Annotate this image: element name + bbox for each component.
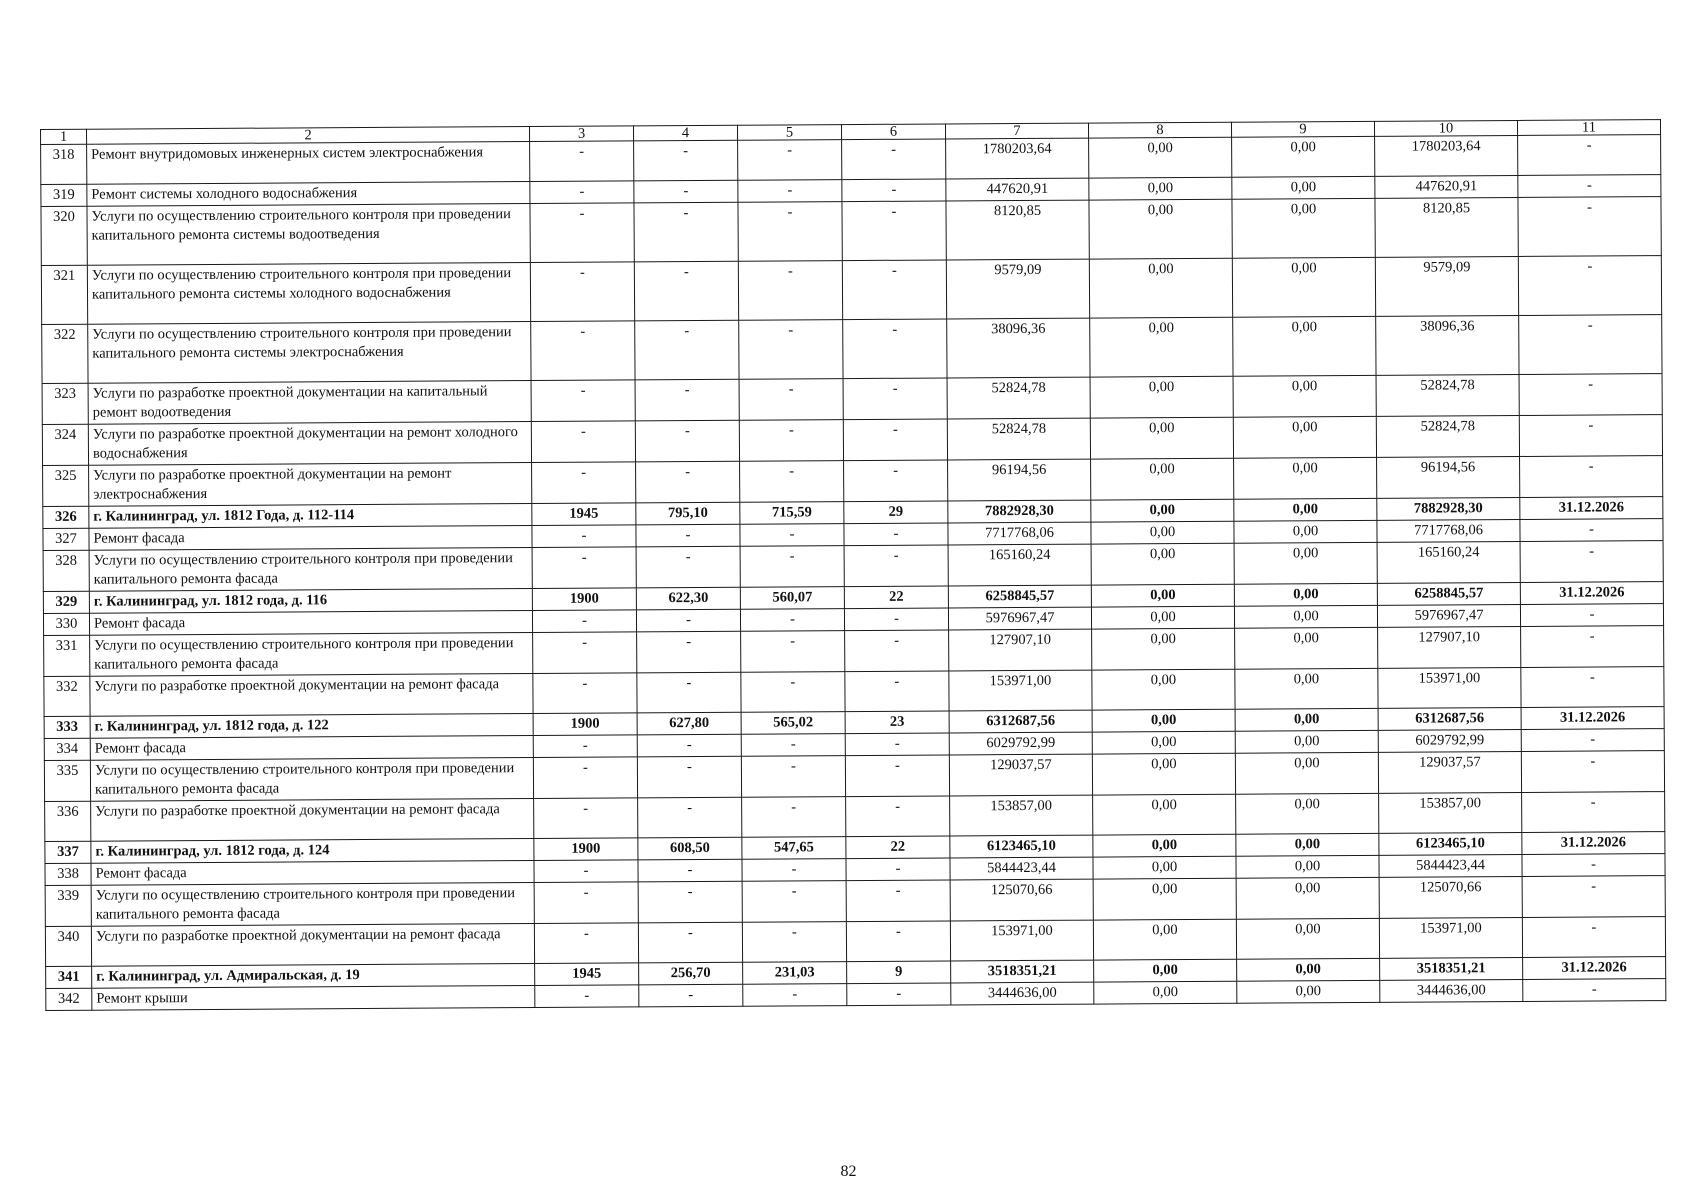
owner-cost: 5976967,47 xyxy=(1377,604,1520,627)
budget-cost: 0,00 xyxy=(1236,918,1379,959)
living-area: 715,59 xyxy=(740,502,844,525)
row-name: Услуги по осуществлению строительного контроля при проведении капитального ремонта фасада xyxy=(90,757,533,801)
fund-cost: 0,00 xyxy=(1091,543,1234,585)
budget-cost: 0,00 xyxy=(1234,498,1377,521)
row-number: 319 xyxy=(41,184,87,206)
fund-cost: 0,00 xyxy=(1091,499,1234,522)
row-name: Ремонт внутридомовых инженерных систем электроснабжения xyxy=(87,142,530,185)
year-built: - xyxy=(534,882,638,924)
work-row xyxy=(42,315,1662,384)
living-area: - xyxy=(743,984,847,1007)
residents: - xyxy=(843,319,947,379)
residents: - xyxy=(843,378,947,420)
living-area: - xyxy=(742,922,846,963)
total-cost: 6258845,57 xyxy=(948,585,1091,608)
year-built: - xyxy=(535,985,639,1008)
residents: 29 xyxy=(844,501,948,524)
residents: - xyxy=(846,858,950,881)
fund-cost: 0,00 xyxy=(1090,376,1233,418)
row-number: 330 xyxy=(43,613,89,635)
fund-cost: 0,00 xyxy=(1090,417,1233,459)
residents: - xyxy=(847,983,951,1006)
total-cost: 153971,00 xyxy=(949,670,1092,711)
fund-cost: 0,00 xyxy=(1094,981,1237,1004)
total-area: - xyxy=(637,672,741,713)
fund-cost: 0,00 xyxy=(1090,317,1233,377)
row-number: 335 xyxy=(44,760,90,801)
column-number: 5 xyxy=(737,125,841,141)
column-number: 9 xyxy=(1231,121,1374,137)
total-area: 622,30 xyxy=(636,587,740,610)
row-name: Услуги по осуществлению строительного контроля при проведении капитального ремонта системы электроснабжения xyxy=(88,322,531,384)
total-cost: 127907,10 xyxy=(949,629,1092,671)
owner-cost: 3444636,00 xyxy=(1380,979,1523,1002)
budget-cost: 0,00 xyxy=(1234,583,1377,606)
year-built: - xyxy=(534,798,638,839)
row-name: Услуги по разработке проектной документации на ремонт холодного водоснабжения xyxy=(88,422,531,466)
total-area: - xyxy=(639,984,743,1007)
completion-date: - xyxy=(1520,604,1663,627)
year-built: - xyxy=(533,757,637,799)
owner-cost: 165160,24 xyxy=(1377,541,1520,583)
row-number: 318 xyxy=(41,144,87,184)
living-area: 565,02 xyxy=(741,712,845,735)
work-row xyxy=(41,256,1661,325)
completion-date: 31.12.2026 xyxy=(1523,957,1666,980)
residents: - xyxy=(843,419,947,461)
repair-register-table xyxy=(40,119,1666,1011)
owner-cost: 3518351,21 xyxy=(1380,957,1523,980)
total-cost: 52824,78 xyxy=(947,418,1090,460)
residents: - xyxy=(845,630,949,672)
completion-date: - xyxy=(1521,667,1664,708)
total-area: - xyxy=(634,261,738,321)
row-name: г. Калининград, ул. 1812 года, д. 116 xyxy=(89,589,532,614)
row-number: 341 xyxy=(46,966,92,988)
budget-cost: 0,00 xyxy=(1236,793,1379,834)
budget-cost: 0,00 xyxy=(1237,958,1380,981)
total-area: - xyxy=(636,609,740,632)
budget-cost: 0,00 xyxy=(1235,730,1378,753)
fund-cost: 0,00 xyxy=(1092,709,1235,732)
residents: - xyxy=(842,260,946,320)
row-number: 323 xyxy=(42,383,88,424)
fund-cost: 0,00 xyxy=(1093,856,1236,879)
total-cost: 6123465,10 xyxy=(950,835,1093,858)
living-area: - xyxy=(740,524,844,547)
residents: 22 xyxy=(846,836,950,859)
row-number: 333 xyxy=(44,716,90,738)
budget-cost: 0,00 xyxy=(1236,877,1379,919)
year-built: 1945 xyxy=(535,963,639,986)
year-built: - xyxy=(533,735,637,758)
total-cost: 7882928,30 xyxy=(948,500,1091,523)
column-number: 4 xyxy=(633,125,737,141)
row-number: 340 xyxy=(45,926,91,966)
living-area: - xyxy=(738,180,842,203)
year-built: 1945 xyxy=(532,503,636,526)
completion-date: - xyxy=(1522,917,1665,958)
owner-cost: 153971,00 xyxy=(1379,917,1522,958)
row-number: 321 xyxy=(41,265,87,324)
total-area: - xyxy=(636,524,740,547)
column-number: 3 xyxy=(529,126,633,142)
row-name: Ремонт системы холодного водоснабжения xyxy=(87,182,530,207)
row-number: 332 xyxy=(44,676,90,716)
total-area: - xyxy=(635,420,739,462)
owner-cost: 6123465,10 xyxy=(1379,832,1522,855)
column-number: 1 xyxy=(41,129,87,144)
budget-cost: 0,00 xyxy=(1232,136,1375,177)
owner-cost: 52824,78 xyxy=(1376,374,1519,416)
owner-cost: 5844423,44 xyxy=(1379,854,1522,877)
living-area: - xyxy=(740,609,844,632)
total-cost: 125070,66 xyxy=(950,879,1093,921)
total-area: 256,70 xyxy=(639,962,743,985)
year-built: - xyxy=(530,203,634,263)
fund-cost: 0,00 xyxy=(1089,177,1232,200)
row-name: Услуги по осуществлению строительного контроля при проведении капитального ремонта фасада xyxy=(91,882,534,926)
total-area: - xyxy=(635,379,739,421)
total-area: - xyxy=(636,546,740,588)
living-area: - xyxy=(742,881,846,923)
living-area: - xyxy=(738,140,842,181)
owner-cost: 6312687,56 xyxy=(1378,707,1521,730)
residents: - xyxy=(842,201,946,261)
row-name: Услуги по осуществлению строительного контроля при проведении капитального ремонта фасада xyxy=(89,548,532,592)
owner-cost: 125070,66 xyxy=(1379,876,1522,918)
row-number: 326 xyxy=(43,506,89,528)
budget-cost: 0,00 xyxy=(1237,980,1380,1003)
living-area: - xyxy=(739,320,843,380)
living-area: 231,03 xyxy=(743,962,847,985)
total-area: - xyxy=(637,756,741,798)
row-number: 336 xyxy=(45,801,91,841)
year-built: - xyxy=(530,181,634,204)
fund-cost: 0,00 xyxy=(1091,584,1234,607)
row-number: 342 xyxy=(46,988,92,1010)
owner-cost: 153971,00 xyxy=(1378,667,1521,708)
owner-cost: 7717768,06 xyxy=(1377,519,1520,542)
total-cost: 447620,91 xyxy=(946,178,1089,201)
living-area: - xyxy=(739,379,843,421)
row-number: 327 xyxy=(43,528,89,550)
year-built: - xyxy=(532,547,636,589)
completion-date: - xyxy=(1518,135,1661,176)
total-area: - xyxy=(637,631,741,673)
total-cost: 153971,00 xyxy=(950,920,1093,961)
row-number: 325 xyxy=(43,465,89,506)
living-area: - xyxy=(739,420,843,462)
year-built: - xyxy=(532,525,636,548)
total-area: - xyxy=(635,320,739,380)
owner-cost: 129037,57 xyxy=(1378,751,1521,793)
row-name: Услуги по разработке проектной документации на ремонт фасада xyxy=(91,923,534,966)
residents: 23 xyxy=(845,711,949,734)
residents: - xyxy=(846,796,950,837)
fund-cost: 0,00 xyxy=(1091,521,1234,544)
owner-cost: 6029792,99 xyxy=(1378,729,1521,752)
completion-date: - xyxy=(1520,456,1663,498)
living-area: - xyxy=(741,756,845,798)
year-built: - xyxy=(533,632,637,674)
living-area: - xyxy=(741,672,845,713)
fund-cost: 0,00 xyxy=(1092,669,1235,710)
year-built: - xyxy=(532,462,636,504)
row-number: 328 xyxy=(43,550,89,591)
fund-cost: 0,00 xyxy=(1089,199,1232,259)
budget-cost: 0,00 xyxy=(1234,457,1377,499)
total-area: 627,80 xyxy=(637,712,741,735)
total-cost: 9579,09 xyxy=(946,259,1089,319)
row-name: г. Калининград, ул. 1812 года, д. 124 xyxy=(91,838,534,863)
living-area: - xyxy=(740,546,844,588)
living-area: - xyxy=(741,631,845,673)
row-number: 331 xyxy=(44,635,90,676)
total-cost: 7717768,06 xyxy=(948,522,1091,545)
budget-cost: 0,00 xyxy=(1235,752,1378,794)
budget-cost: 0,00 xyxy=(1232,176,1375,199)
fund-cost: 0,00 xyxy=(1089,137,1232,178)
residents: - xyxy=(844,608,948,631)
residents: - xyxy=(845,671,949,712)
column-number: 11 xyxy=(1517,120,1660,136)
completion-date: - xyxy=(1521,626,1664,668)
total-area: - xyxy=(634,180,738,203)
fund-cost: 0,00 xyxy=(1092,753,1235,795)
column-number: 6 xyxy=(841,124,945,140)
year-built: - xyxy=(533,673,637,714)
total-cost: 3444636,00 xyxy=(951,982,1094,1005)
completion-date: - xyxy=(1520,541,1663,583)
year-built: - xyxy=(534,860,638,883)
residents: 22 xyxy=(844,586,948,609)
residents: - xyxy=(845,733,949,756)
column-number: 10 xyxy=(1374,120,1517,136)
budget-cost: 0,00 xyxy=(1235,708,1378,731)
total-cost: 5844423,44 xyxy=(950,857,1093,880)
budget-cost: 0,00 xyxy=(1233,416,1376,458)
total-area: - xyxy=(636,461,740,503)
budget-cost: 0,00 xyxy=(1232,257,1375,317)
row-name: Услуги по разработке проектной документации на ремонт фасада xyxy=(91,798,534,841)
living-area: - xyxy=(738,202,842,262)
budget-cost: 0,00 xyxy=(1234,520,1377,543)
living-area: 560,07 xyxy=(740,587,844,610)
total-cost: 165160,24 xyxy=(948,544,1091,586)
budget-cost: 0,00 xyxy=(1234,605,1377,628)
completion-date: 31.12.2026 xyxy=(1521,707,1664,730)
budget-cost: 0,00 xyxy=(1236,855,1379,878)
year-built: - xyxy=(532,610,636,633)
row-name: Услуги по осуществлению строительного контроля при проведении капитального ремонта системы водоотведения xyxy=(87,204,530,266)
fund-cost: 0,00 xyxy=(1092,628,1235,670)
total-cost: 5976967,47 xyxy=(948,607,1091,630)
living-area: 547,65 xyxy=(742,837,846,860)
budget-cost: 0,00 xyxy=(1232,198,1375,258)
row-name: Услуги по осуществлению строительного контроля при проведении капитального ремонта фасада xyxy=(90,633,533,677)
total-cost: 3518351,21 xyxy=(951,960,1094,983)
total-cost: 6029792,99 xyxy=(949,732,1092,755)
column-number: 8 xyxy=(1088,122,1231,138)
budget-cost: 0,00 xyxy=(1235,627,1378,669)
residents: - xyxy=(842,179,946,202)
total-cost: 6312687,56 xyxy=(949,710,1092,733)
residents: - xyxy=(845,755,949,797)
total-cost: 8120,85 xyxy=(946,200,1089,260)
owner-cost: 6258845,57 xyxy=(1377,582,1520,605)
row-name: г. Калининград, ул. 1812 года, д. 122 xyxy=(90,713,533,738)
year-built: 1900 xyxy=(533,713,637,736)
completion-date: - xyxy=(1518,197,1661,257)
completion-date: - xyxy=(1519,415,1662,457)
row-number: 329 xyxy=(43,591,89,613)
budget-cost: 0,00 xyxy=(1233,375,1376,417)
residents: - xyxy=(846,880,950,922)
residents: 9 xyxy=(847,961,951,984)
total-area: - xyxy=(638,922,742,963)
budget-cost: 0,00 xyxy=(1234,542,1377,584)
register-sheet xyxy=(40,119,1665,1011)
owner-cost: 7882928,30 xyxy=(1377,497,1520,520)
total-cost: 153857,00 xyxy=(950,795,1093,836)
completion-date: - xyxy=(1518,175,1661,198)
total-area: 608,50 xyxy=(638,837,742,860)
row-name: г. Калининград, ул. 1812 Года, д. 112-114 xyxy=(89,504,532,529)
fund-cost: 0,00 xyxy=(1093,794,1236,835)
row-name: г. Калининград, ул. Адмиральская, д. 19 xyxy=(92,963,535,988)
completion-date: - xyxy=(1518,256,1661,316)
budget-cost: 0,00 xyxy=(1233,316,1376,376)
living-area: - xyxy=(742,797,846,838)
total-area: - xyxy=(638,797,742,838)
completion-date: - xyxy=(1521,751,1664,793)
row-name: Ремонт фасада xyxy=(89,611,532,636)
row-name: Ремонт фасада xyxy=(89,526,532,551)
row-number: 322 xyxy=(42,324,88,383)
fund-cost: 0,00 xyxy=(1089,258,1232,318)
fund-cost: 0,00 xyxy=(1094,959,1237,982)
owner-cost: 9579,09 xyxy=(1375,256,1518,316)
row-name: Услуги по разработке проектной документации на ремонт фасада xyxy=(90,673,533,716)
row-name: Услуги по разработке проектной документации на капитальный ремонт водоотведения xyxy=(88,381,531,425)
completion-date: - xyxy=(1523,979,1666,1002)
fund-cost: 0,00 xyxy=(1093,919,1236,960)
completion-date: - xyxy=(1522,792,1665,833)
total-cost: 1780203,64 xyxy=(946,138,1089,179)
residents: - xyxy=(842,139,946,180)
total-area: - xyxy=(638,881,742,923)
living-area: - xyxy=(738,261,842,321)
fund-cost: 0,00 xyxy=(1091,458,1234,500)
year-built: - xyxy=(530,262,634,322)
row-number: 338 xyxy=(45,863,91,885)
register-body xyxy=(41,135,1666,1011)
row-number: 337 xyxy=(45,841,91,863)
residents: - xyxy=(846,921,950,962)
row-name: Ремонт фасада xyxy=(91,860,534,885)
owner-cost: 127907,10 xyxy=(1378,626,1521,668)
row-number: 339 xyxy=(45,885,91,926)
residents: - xyxy=(844,545,948,587)
owner-cost: 38096,36 xyxy=(1376,315,1519,375)
completion-date: - xyxy=(1520,519,1663,542)
completion-date: - xyxy=(1519,315,1662,375)
completion-date: - xyxy=(1522,854,1665,877)
total-area: - xyxy=(637,734,741,757)
row-name: Ремонт крыши xyxy=(92,985,535,1010)
year-built: - xyxy=(530,141,634,182)
total-cost: 38096,36 xyxy=(947,318,1090,378)
column-number: 2 xyxy=(87,127,530,145)
living-area: - xyxy=(742,859,846,882)
column-number: 7 xyxy=(945,123,1088,139)
owner-cost: 8120,85 xyxy=(1375,197,1518,257)
completion-date: - xyxy=(1521,729,1664,752)
year-built: - xyxy=(531,421,635,463)
row-name: Ремонт фасада xyxy=(90,735,533,760)
year-built: - xyxy=(531,380,635,422)
row-number: 320 xyxy=(41,206,87,265)
fund-cost: 0,00 xyxy=(1091,606,1234,629)
residents: - xyxy=(844,460,948,502)
fund-cost: 0,00 xyxy=(1092,731,1235,754)
year-built: - xyxy=(534,923,638,964)
total-cost: 96194,56 xyxy=(948,459,1091,501)
total-area: - xyxy=(638,859,742,882)
residents: - xyxy=(844,523,948,546)
living-area: - xyxy=(741,734,845,757)
completion-date: - xyxy=(1522,876,1665,918)
row-number: 324 xyxy=(42,424,88,465)
living-area: - xyxy=(740,461,844,503)
owner-cost: 153857,00 xyxy=(1379,792,1522,833)
fund-cost: 0,00 xyxy=(1093,878,1236,920)
completion-date: 31.12.2026 xyxy=(1520,582,1663,605)
completion-date: 31.12.2026 xyxy=(1522,832,1665,855)
year-built: - xyxy=(531,321,635,381)
fund-cost: 0,00 xyxy=(1093,834,1236,857)
row-name: Услуги по разработке проектной документации на ремонт электроснабжения xyxy=(89,463,532,507)
page-number: 82 xyxy=(840,1163,857,1180)
total-area: - xyxy=(634,140,738,181)
completion-date: 31.12.2026 xyxy=(1520,497,1663,520)
row-number: 334 xyxy=(44,738,90,760)
year-built: 1900 xyxy=(532,588,636,611)
owner-cost: 52824,78 xyxy=(1376,415,1519,457)
total-cost: 129037,57 xyxy=(949,754,1092,796)
owner-cost: 96194,56 xyxy=(1377,456,1520,498)
owner-cost: 1780203,64 xyxy=(1375,135,1518,176)
total-area: - xyxy=(634,202,738,262)
completion-date: - xyxy=(1519,374,1662,416)
work-row xyxy=(41,197,1661,266)
row-name: Услуги по осуществлению строительного контроля при проведении капитального ремонта системы холодного водоснабжения xyxy=(87,263,530,325)
owner-cost: 447620,91 xyxy=(1375,175,1518,198)
year-built: 1900 xyxy=(534,838,638,861)
budget-cost: 0,00 xyxy=(1235,668,1378,709)
total-area: 795,10 xyxy=(636,502,740,525)
total-cost: 52824,78 xyxy=(947,377,1090,419)
budget-cost: 0,00 xyxy=(1236,833,1379,856)
